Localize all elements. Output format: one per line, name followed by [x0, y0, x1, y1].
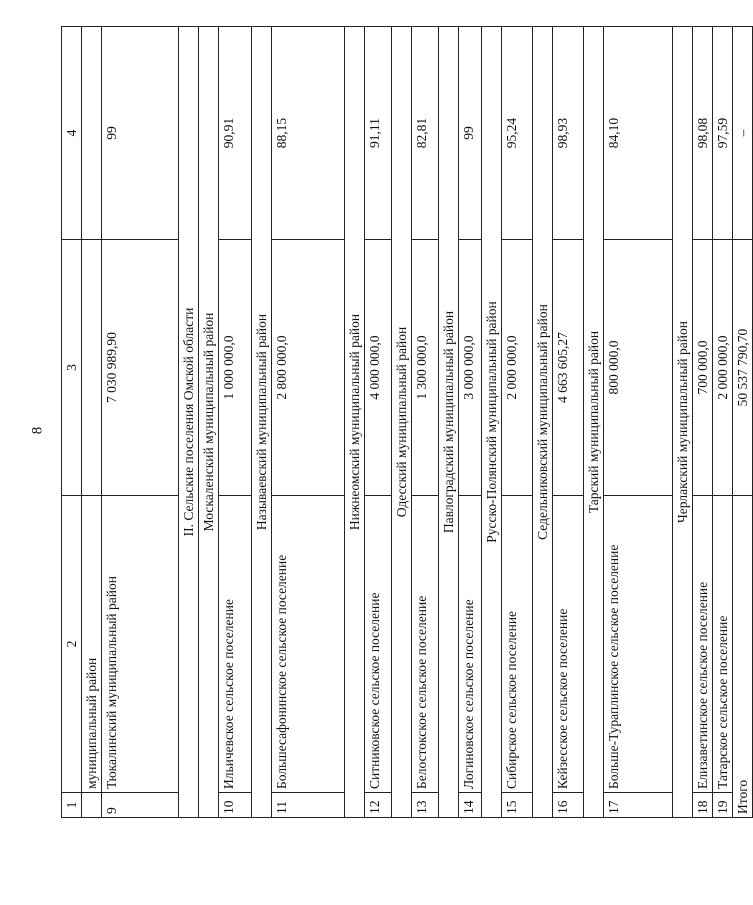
district-name: Москаленский муниципальный район — [199, 27, 219, 818]
row-number: 11 — [272, 793, 345, 818]
row-name: Ситниковское сельское поселение — [365, 496, 392, 793]
district-row — [482, 27, 502, 818]
row-amount: 800 000,0 — [604, 240, 673, 496]
row-amount: 7 030 989,90 — [102, 240, 179, 496]
row-number: 18 — [693, 793, 713, 818]
district-name: Называевский муниципальный район — [252, 27, 272, 818]
row-name: Елизаветинское сельское поселение — [693, 496, 713, 793]
district-name: Павлоградский муниципальный район — [439, 27, 459, 818]
funding-table — [61, 26, 753, 818]
row-amount: 1 000 000,0 — [219, 240, 252, 496]
row-name: Кейзесское сельское поселение — [553, 496, 584, 793]
row-number: 13 — [412, 793, 439, 818]
row-number: 17 — [604, 793, 673, 818]
district-name: Черлакский муниципальный район — [673, 27, 693, 818]
row-name: Ильичевское сельское поселение — [219, 496, 252, 793]
table-row — [102, 27, 179, 818]
row-number: 10 — [219, 793, 252, 818]
row-number: 9 — [102, 793, 179, 818]
continuation-row — [82, 27, 102, 818]
row-amount: 700 000,0 — [693, 240, 713, 496]
row-number: 12 — [365, 793, 392, 818]
district-row — [439, 27, 459, 818]
row-name: Татарское сельское поселение — [713, 496, 733, 793]
row-percent: 98,08 — [693, 27, 713, 240]
table-row — [713, 27, 733, 818]
row-number: 14 — [459, 793, 482, 818]
row-name: Тюкалинский муниципальный район — [102, 496, 179, 793]
row-percent: 99 — [102, 27, 179, 240]
row-amount: 4 663 605,27 — [553, 240, 584, 496]
header-col-3: 3 — [62, 240, 82, 496]
row-name: Белостокское сельское поселение — [412, 496, 439, 793]
row-number: 16 — [553, 793, 584, 818]
row-amount: 1 300 000,0 — [412, 240, 439, 496]
total-percent: – — [733, 27, 753, 240]
district-name: Нижнеомский муниципальный район — [345, 27, 365, 818]
district-row — [345, 27, 365, 818]
row-percent: 90,91 — [219, 27, 252, 240]
total-label: Итого — [733, 496, 753, 818]
row-amount — [82, 240, 102, 496]
row-name: Большесафонинское сельское поселение — [272, 496, 345, 793]
row-amount: 2 000 000,0 — [502, 240, 533, 496]
row-percent: 84,10 — [604, 27, 673, 240]
header-col-2: 2 — [62, 496, 82, 793]
section-title: II. Сельские поселения Омской области — [179, 27, 199, 818]
table-row — [412, 27, 439, 818]
row-percent — [82, 27, 102, 240]
total-row — [733, 27, 753, 818]
row-name: Сибирское сельское поселение — [502, 496, 533, 793]
page-number: 8 — [29, 426, 46, 435]
district-name: Русско-Полянский муниципальный район — [482, 27, 502, 818]
row-percent: 82,81 — [412, 27, 439, 240]
district-name: Тарский муниципальный район — [584, 27, 604, 818]
row-percent: 88,15 — [272, 27, 345, 240]
row-number — [82, 793, 102, 818]
table-row — [365, 27, 392, 818]
row-percent: 95,24 — [502, 27, 533, 240]
row-amount: 2 800 000,0 — [272, 240, 345, 496]
table-row — [272, 27, 345, 818]
district-row — [533, 27, 553, 818]
header-col-1: 1 — [62, 793, 82, 818]
row-name: муниципальный район — [82, 496, 102, 793]
table-row — [693, 27, 713, 818]
row-percent: 98,93 — [553, 27, 584, 240]
total-amount: 50 537 790,70 — [733, 240, 753, 496]
table-row — [219, 27, 252, 818]
district-name: Седельниковский муниципальный район — [533, 27, 553, 818]
district-row — [673, 27, 693, 818]
row-name: Больше-Тураплинское сельское поселение — [604, 496, 673, 793]
district-row — [199, 27, 219, 818]
row-number: 15 — [502, 793, 533, 818]
row-number: 19 — [713, 793, 733, 818]
table-row — [604, 27, 673, 818]
table-row — [502, 27, 533, 818]
row-percent: 97,59 — [713, 27, 733, 240]
row-amount: 4 000 000,0 — [365, 240, 392, 496]
table-header-row — [62, 27, 82, 818]
table-row — [459, 27, 482, 818]
district-row — [392, 27, 412, 818]
row-name: Логиновское сельское поселение — [459, 496, 482, 793]
row-percent: 91,11 — [365, 27, 392, 240]
district-row — [584, 27, 604, 818]
district-row — [252, 27, 272, 818]
rotated-table-container — [61, 31, 750, 818]
table-row — [553, 27, 584, 818]
district-name: Одесский муниципальный район — [392, 27, 412, 818]
row-percent: 99 — [459, 27, 482, 240]
header-col-4: 4 — [62, 27, 82, 240]
row-amount: 3 000 000,0 — [459, 240, 482, 496]
row-amount: 2 000 000,0 — [713, 240, 733, 496]
section-title-row — [179, 27, 199, 818]
